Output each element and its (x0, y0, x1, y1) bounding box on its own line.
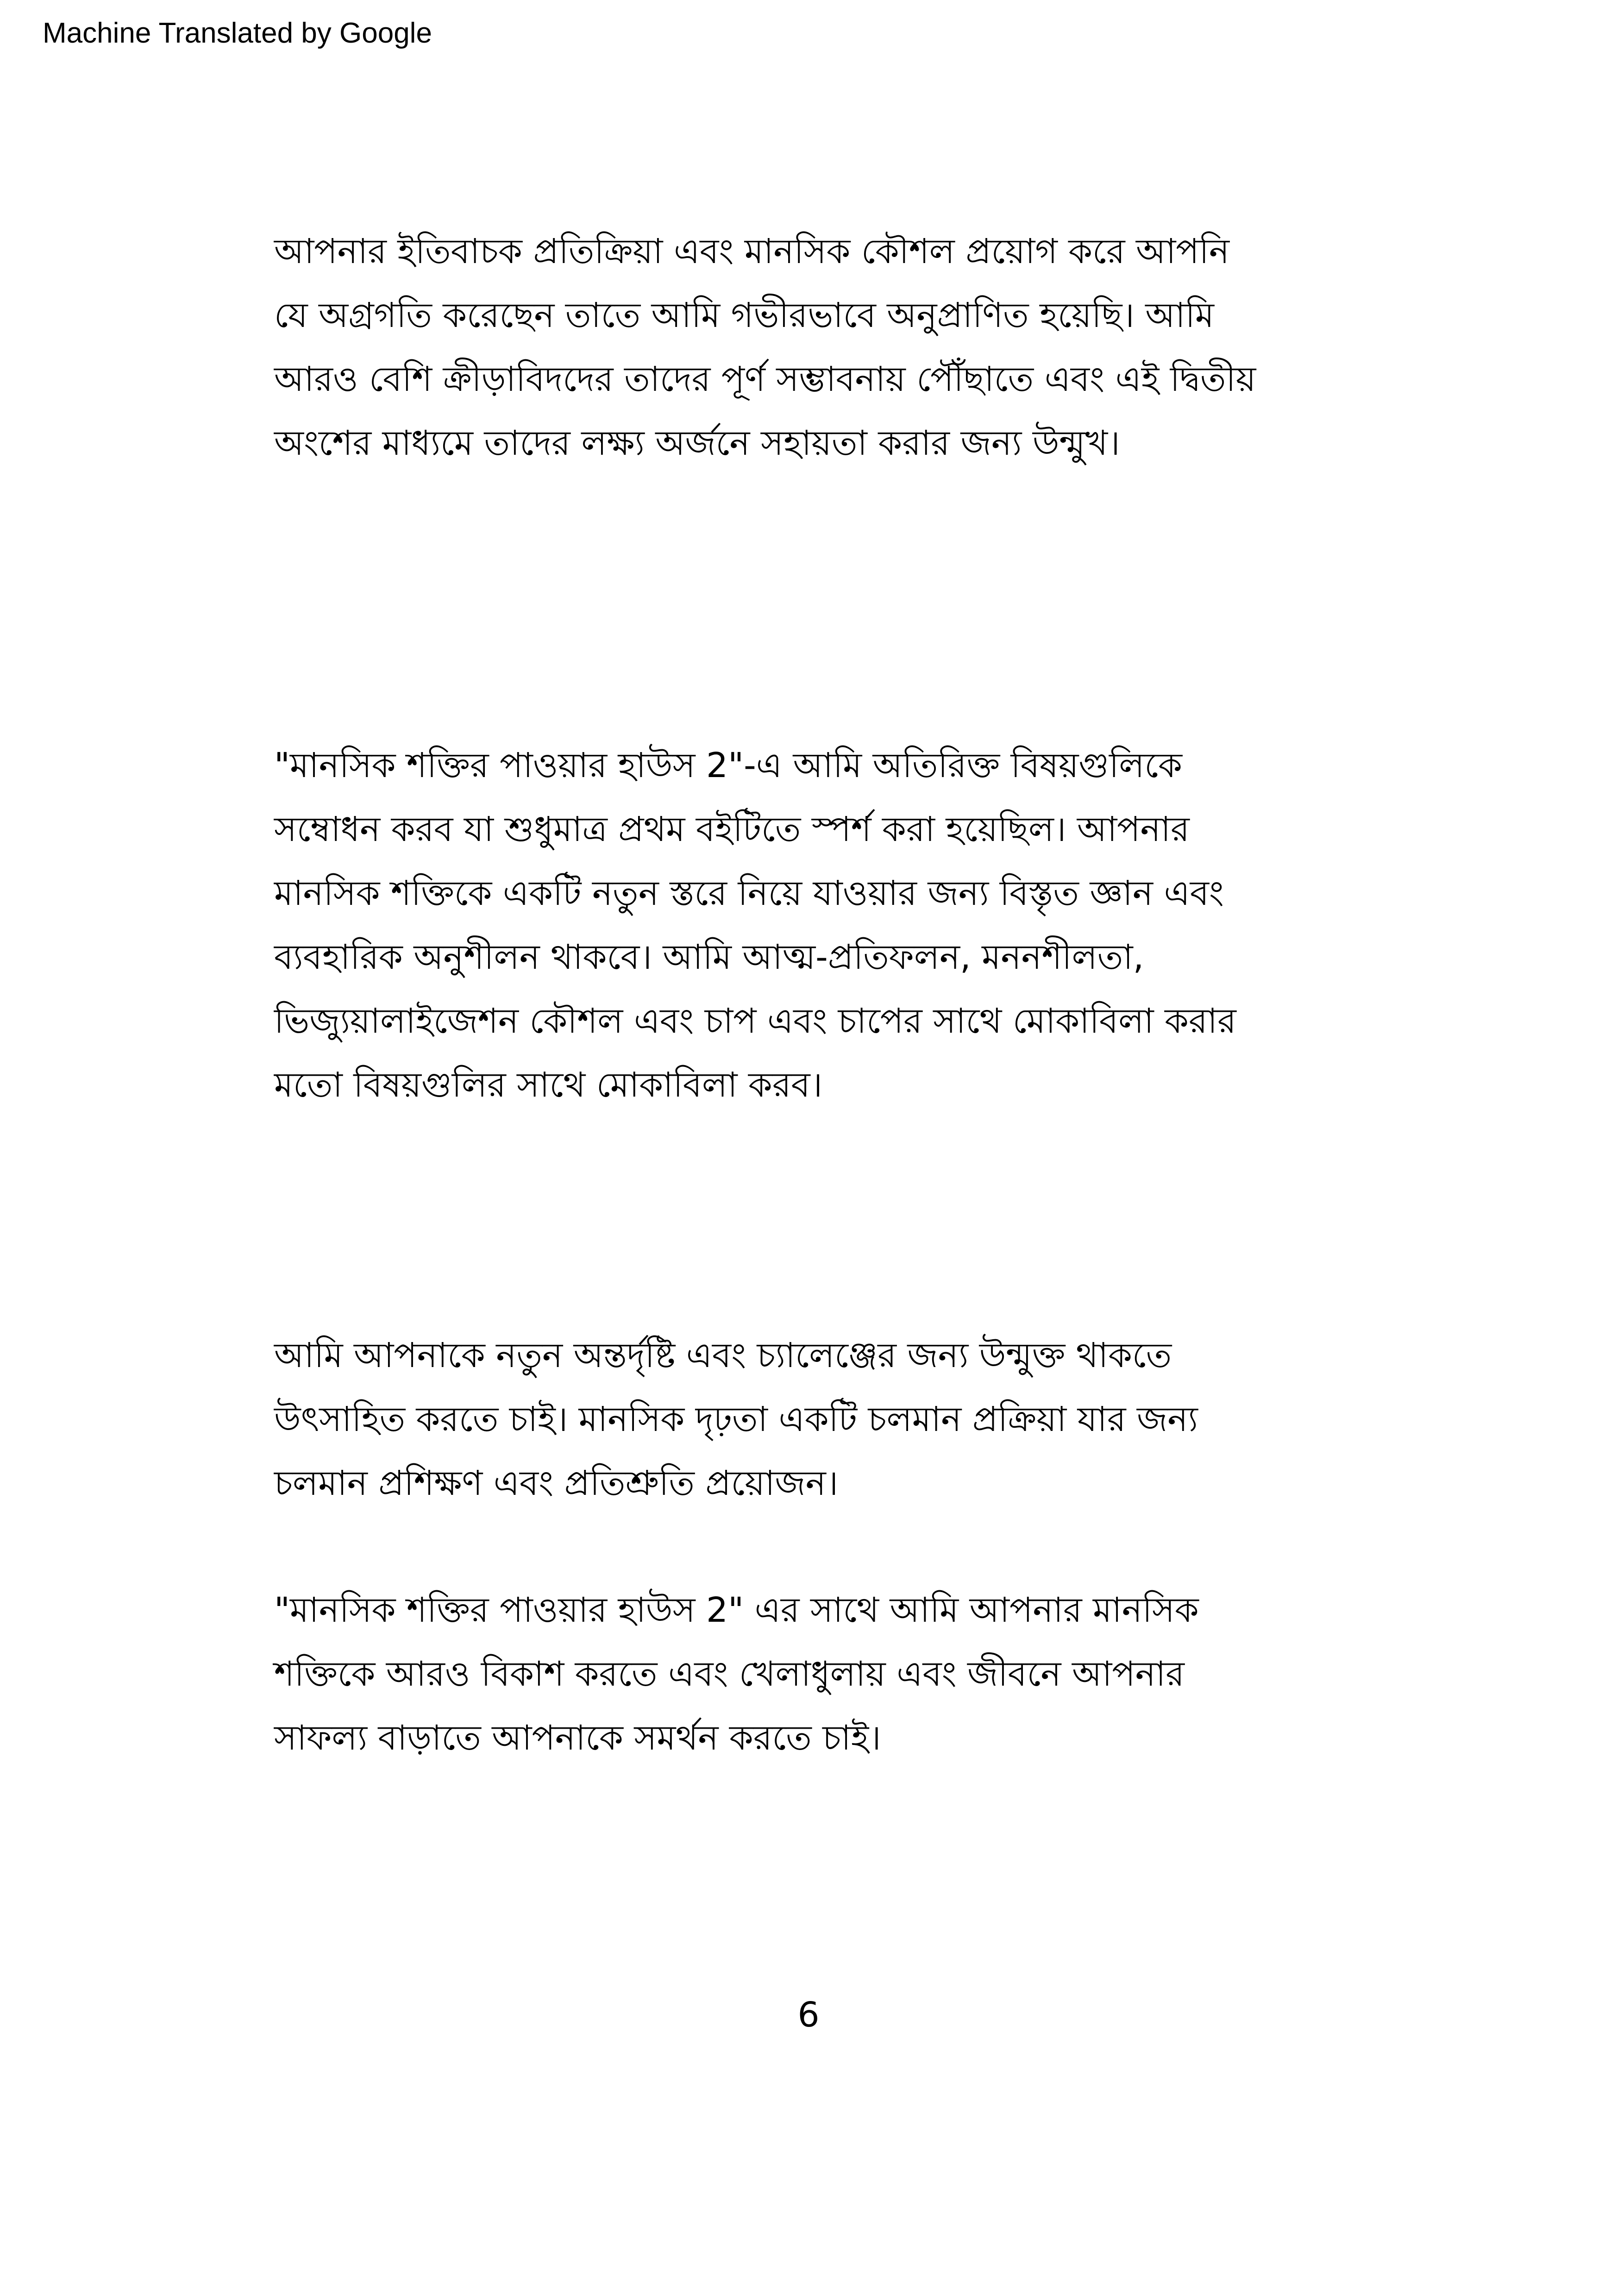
text-line: ব্যবহারিক অনুশীলন থাকবে। আমি আত্ম-প্রতিফলন, মননশীলতা, (274, 937, 1144, 977)
paragraph-progress-gratitude (274, 220, 1395, 475)
text-line: চলমান প্রশিক্ষণ এবং প্রতিশ্রুতি প্রয়োজন। (274, 1463, 839, 1503)
paragraph-book-topics (274, 734, 1395, 1117)
text-line: মানসিক শক্তিকে একটি নতুন স্তরে নিয়ে যাওয়ার জন্য বিস্তৃত জ্ঞান এবং (274, 873, 1224, 913)
text-line: শক্তিকে আরও বিকাশ করতে এবং খেলাধুলায় এবং জীবনে আপনার (274, 1654, 1185, 1694)
text-line: সাফল্য বাড়াতে আপনাকে সমর্থন করতে চাই। (274, 1718, 881, 1758)
machine-translation-note: Machine Translated by Google (43, 17, 432, 49)
text-line: "মানসিক শক্তির পাওয়ার হাউস 2" এর সাথে আমি আপনার মানসিক (274, 1590, 1199, 1630)
paragraph-support (274, 1578, 1395, 1770)
text-line: উৎসাহিত করতে চাই। মানসিক দৃঢ়তা একটি চলমান প্রক্রিয়া যার জন্য (274, 1399, 1198, 1439)
paragraph-encouragement (274, 1324, 1395, 1515)
text-line: ভিজ্যুয়ালাইজেশন কৌশল এবং চাপ এবং চাপের সাথে মোকাবিলা করার (274, 1001, 1236, 1041)
text-line: আমি আপনাকে নতুন অন্তর্দৃষ্টি এবং চ্যালেঞ্জের জন্য উন্মুক্ত থাকতে (274, 1336, 1172, 1375)
text-line: মতো বিষয়গুলির সাথে মোকাবিলা করব। (274, 1065, 823, 1105)
text-line: অংশের মাধ্যমে তাদের লক্ষ্য অর্জনে সহায়তা করার জন্য উন্মুখ। (274, 423, 1120, 463)
text-line: আরও বেশি ক্রীড়াবিদদের তাদের পূর্ণ সম্ভাবনায় পৌঁছাতে এবং এই দ্বিতীয় (274, 359, 1256, 399)
text-line: যে অগ্রগতি করেছেন তাতে আমি গভীরভাবে অনুপ্রাণিত হয়েছি। আমি (274, 295, 1214, 335)
text-line: "মানসিক শক্তির পাওয়ার হাউস 2"-এ আমি অতিরিক্ত বিষয়গুলিকে (274, 746, 1182, 785)
text-line: সম্বোধন করব যা শুধুমাত্র প্রথম বইটিতে স্পর্শ করা হয়েছিল। আপনার (274, 809, 1190, 849)
page-number: 6 (797, 1995, 820, 2035)
text-line: আপনার ইতিবাচক প্রতিক্রিয়া এবং মানসিক কৌশল প্রয়োগ করে আপনি (274, 232, 1230, 271)
